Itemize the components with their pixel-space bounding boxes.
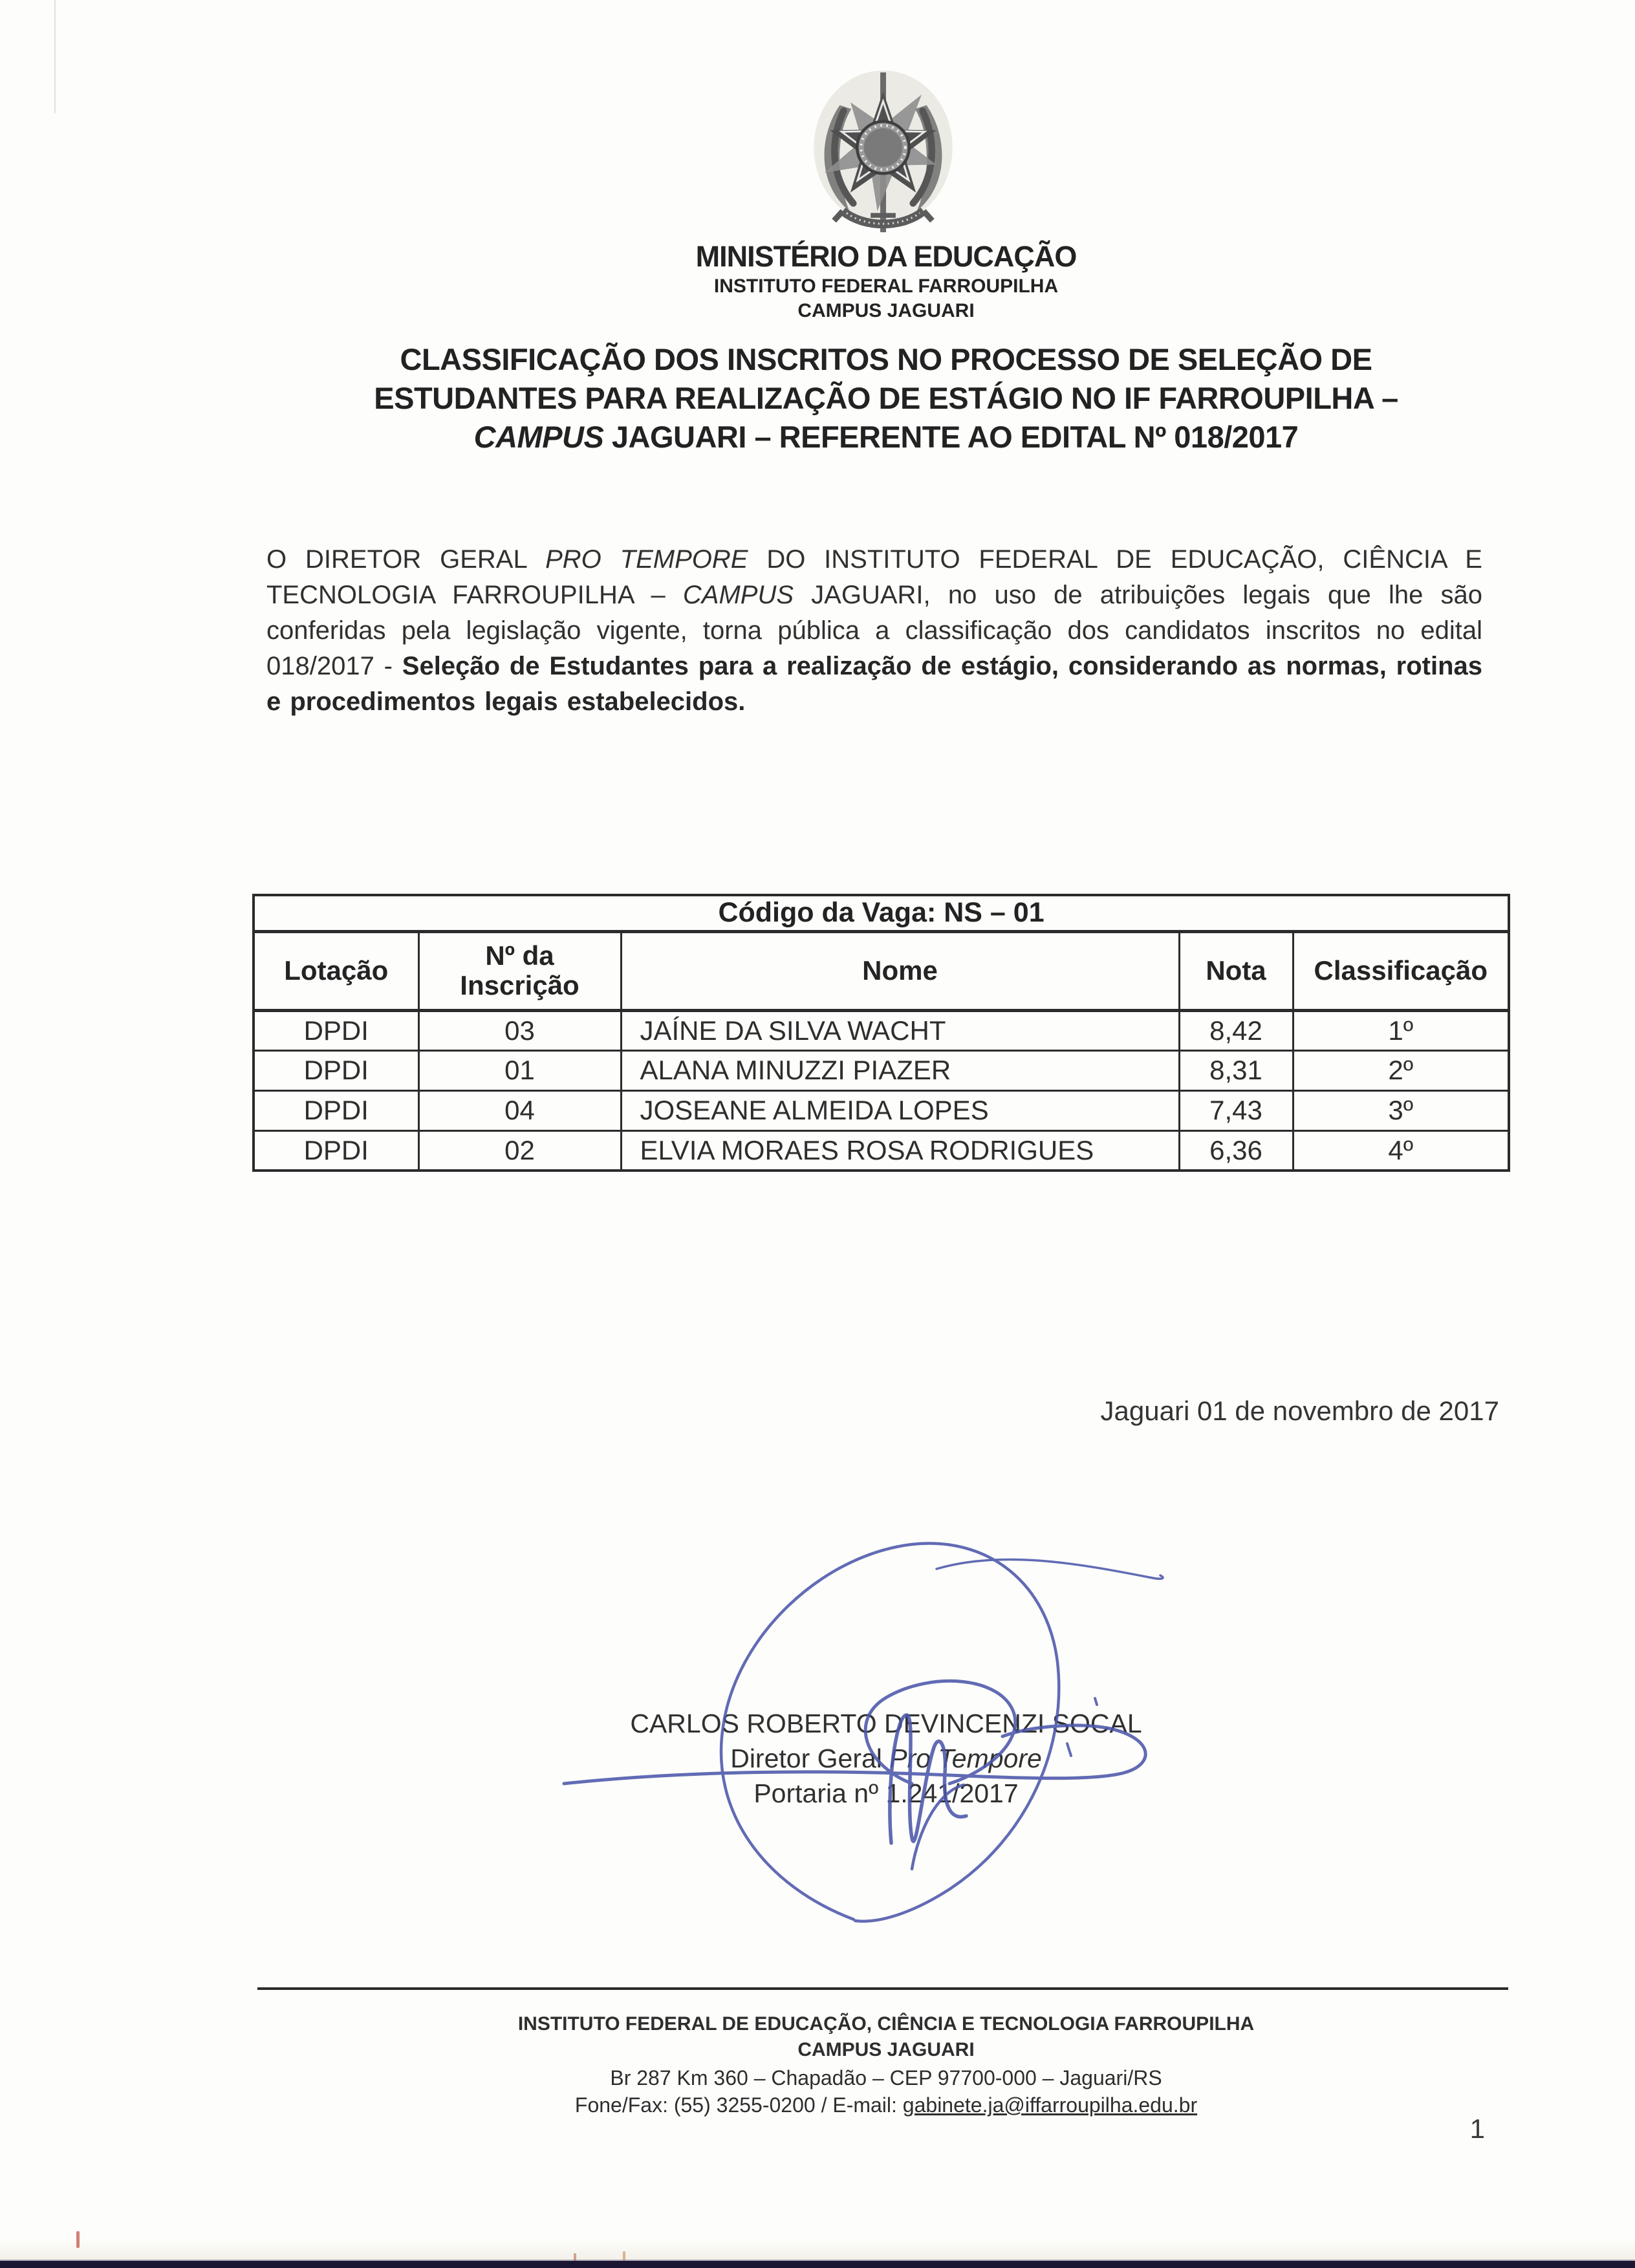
footer-campus: CAMPUS JAGUARI [797, 2039, 975, 2060]
col-header-inscricao: Nº da Inscrição [418, 931, 621, 1010]
body-seg-bold: Seleção de Estudantes para a realização de estágio, considerando as normas, rotinas e procedimentos legais estabelecidos. [266, 652, 1482, 716]
scan-artifact-line [54, 0, 56, 113]
col-header-nota: Nota [1179, 931, 1293, 1010]
cell-nome: ELVIA MORAES ROSA RODRIGUES [621, 1130, 1179, 1171]
scan-bottom-strip [0, 2261, 1635, 2268]
body-seg-5: JAGUARI, no uso de atribuições legais que lhe são conferidas pela legislação vigente, torna pública a classificação dos candidatos inscritos no edital 018/2017 - [266, 581, 1482, 680]
body-seg-1: O DIRETOR GERAL [266, 545, 546, 574]
body-seg-pro-tempore: PRO TEMPORE [545, 545, 748, 574]
classification-table [252, 894, 1510, 1172]
footer [265, 2011, 1507, 2119]
cell-inscricao: 03 [418, 1010, 621, 1050]
campus-name: CAMPUS JAGUARI [797, 300, 975, 321]
cell-classificacao: 2º [1293, 1050, 1509, 1090]
scan-edge-shadow [0, 2239, 1635, 2262]
cell-inscricao: 02 [418, 1130, 621, 1171]
cell-inscricao: 04 [418, 1090, 621, 1130]
footer-institute: INSTITUTO FEDERAL DE EDUCAÇÃO, CIÊNCIA E TECNOLOGIA FARROUPILHA [517, 2013, 1255, 2035]
title-line-1: CLASSIFICAÇÃO DOS INSCRITOS NO PROCESSO DE SELEÇÃO DE [400, 342, 1372, 376]
vacancy-code-caption: Código da Vaga: NS – 01 [254, 895, 1509, 931]
footer-phone: Fone/Fax: (55) 3255-0200 / E-mail: [574, 2093, 903, 2117]
title-line-3 [265, 418, 1507, 457]
table-row [254, 1050, 1509, 1090]
cell-lotacao: DPDI [254, 1130, 418, 1171]
col-header-lotacao: Lotação [254, 931, 418, 1010]
title-line-3-rest: JAGUARI – REFERENTE AO EDITAL Nº 018/2017 [603, 420, 1299, 454]
body-seg-campus: CAMPUS [682, 581, 794, 609]
cell-lotacao: DPDI [254, 1010, 418, 1050]
document-title [265, 340, 1507, 457]
cell-nota: 6,36 [1179, 1130, 1293, 1171]
cell-lotacao: DPDI [254, 1090, 418, 1130]
footer-email-link[interactable]: gabinete.ja@iffarroupilha.edu.br [902, 2093, 1198, 2117]
cell-nota: 7,43 [1179, 1090, 1293, 1130]
page-number: 1 [1469, 2113, 1485, 2144]
signer-role-pro-tempore: Pro Tempore [889, 1744, 1042, 1773]
brazil-coat-of-arms-logo [810, 69, 956, 242]
title-campus-italic: CAMPUS [473, 420, 604, 454]
cell-nome: JOSEANE ALMEIDA LOPES [621, 1090, 1179, 1130]
cell-nome: ALANA MINUZZI PIAZER [621, 1050, 1179, 1090]
body-paragraph [266, 542, 1482, 720]
cell-inscricao: 01 [418, 1050, 621, 1090]
cell-classificacao: 3º [1293, 1090, 1509, 1130]
signer-portaria: Portaria nº 1.241/2017 [753, 1778, 1019, 1808]
signer-name: CARLOS ROBERTO DEVINCENZI SOCAL [630, 1709, 1142, 1738]
scan-artifact-mark [76, 2231, 80, 2248]
signer-role-prefix: Diretor Geral [730, 1744, 890, 1773]
dateline: Jaguari 01 de novembro de 2017 [1100, 1396, 1499, 1426]
title-line-2: ESTUDANTES PARA REALIZAÇÃO DE ESTÁGIO NO IF FARROUPILHA – [374, 381, 1398, 415]
cell-lotacao: DPDI [254, 1050, 418, 1090]
org-header [265, 241, 1507, 323]
cell-nota: 8,42 [1179, 1010, 1293, 1050]
cell-classificacao: 1º [1293, 1010, 1509, 1050]
table-row [254, 1090, 1509, 1130]
signer-role [265, 1741, 1507, 1776]
table-row [254, 1130, 1509, 1171]
col-header-nome: Nome [621, 931, 1179, 1010]
table-header-row [254, 931, 1509, 1010]
table-row [254, 1010, 1509, 1050]
institute-name: INSTITUTO FEDERAL FARROUPILHA [713, 275, 1059, 297]
col-header-classificacao: Classificação [1293, 931, 1509, 1010]
footer-divider [257, 1987, 1508, 1990]
ministry-name: MINISTÉRIO DA EDUCAÇÃO [695, 240, 1077, 273]
cell-nota: 8,31 [1179, 1050, 1293, 1090]
cell-classificacao: 4º [1293, 1130, 1509, 1171]
table-caption-row [254, 895, 1509, 931]
footer-address: Br 287 Km 360 – Chapadão – CEP 97700-000 – Jaguari/RS [610, 2066, 1162, 2090]
body-seg-3: DO INSTITUTO FEDERAL DE EDUCAÇÃO, CIÊNCIA E TECNOLOGIA FARROUPILHA – [266, 545, 1482, 609]
cell-nome: JAÍNE DA SILVA WACHT [621, 1010, 1179, 1050]
signature-block [265, 1706, 1507, 1811]
footer-contact [265, 2091, 1507, 2119]
